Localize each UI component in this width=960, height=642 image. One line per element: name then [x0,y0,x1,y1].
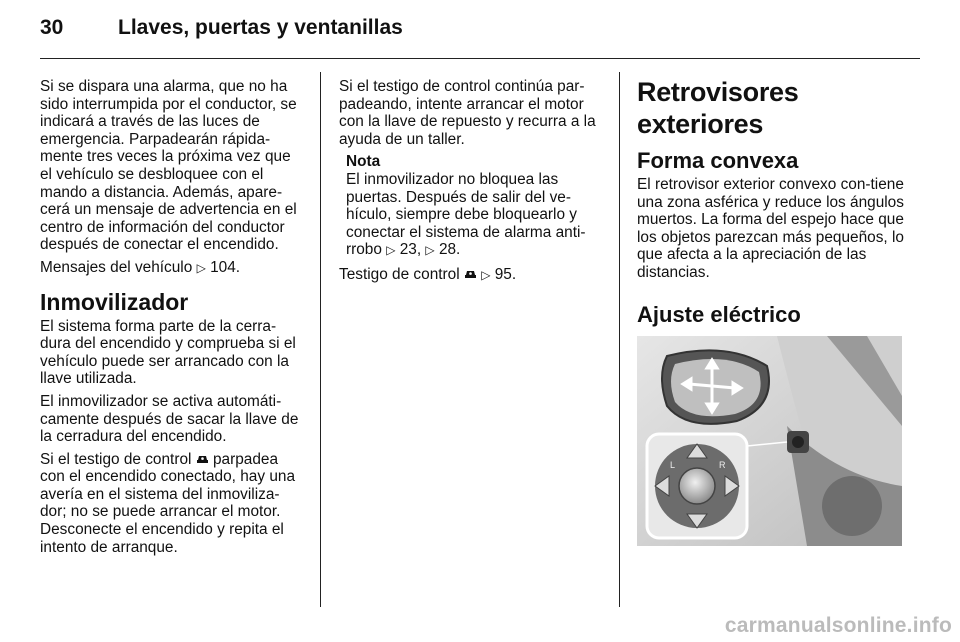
alarm-paragraph: Si se dispara una alarma, que no ha sido interrumpida por el conductor, se indicará a través de las luces de emergencia. Parpadearán rápida-mente tres veces la próxima vez que el vehículo se desbloquee con el mando a distancia. Además, apare-cerá un mensaje de advertencia en el centro de información del conductor después de conectar el encendido. [40,78,297,254]
column-1 [40,78,306,561]
column-2 [339,78,605,290]
immobilizer-paragraph-1: El sistema forma parte de la cerra-dura del encendido y comprueba si el vehículo puede ser arrancado con la llave utilizada. [40,317,296,388]
page-link-104[interactable]: 104. [210,258,241,276]
column-divider-1 [320,72,321,607]
column-divider-2 [619,72,620,607]
control-light-reference: Testigo de control ▷ 95. [339,265,517,283]
note-text: El inmovilizador no bloquea las puertas. Después de salir del ve-hículo, siempre debe bloquearlo y conectar el sistema de alarma anti-rrobo ▷ 23, ▷ 28. [346,170,586,259]
page-link-95[interactable]: 95. [494,265,517,283]
page-number: 30 [40,16,64,39]
blinking-paragraph: Si el testigo de control continúa par-padeando, intente arrancar el motor con la llave de repuesto y recurra a la ayuda de un taller. [339,78,596,148]
page-link-28[interactable]: 28. [438,241,461,259]
ref-arrow-icon: ▷ [386,243,396,258]
svg-text:L: L [670,459,676,470]
mirror-adjustment-figure [637,336,902,546]
note-box [339,153,605,260]
subheading-electric-adjust: Ajuste eléctrico [637,301,801,327]
svg-text:R: R [719,459,726,470]
immobilizer-paragraph-2: El inmovilizador se activa automáti-camente después de sacar la llave de la cerradura del encendido. [40,392,299,446]
convex-paragraph: El retrovisor exterior convexo con-tiene una zona asférica y reduce los ángulos muertos. La forma del espejo hace que los objetos parezcan más pequeños, lo que afecta a la apreciación de las distancias. [637,176,904,281]
page-link-23[interactable]: 23, [399,241,422,259]
column-3 [637,76,907,546]
ref-arrow-icon: ▷ [481,267,491,282]
subheading-convex: Forma convexa [637,148,799,173]
car-key-icon [196,453,209,465]
watermark: carmanualsonline.info [724,614,952,637]
note-title: Nota [346,153,381,171]
section-heading-immobilizer: Inmovilizador [40,288,189,315]
ref-arrow-icon: ▷ [196,260,206,275]
section-title-mirrors: Retrovisores exteriores [637,77,799,139]
vehicle-messages-reference: Mensajes del vehículo ▷ 104. [40,258,241,276]
page-header [40,16,920,46]
immobilizer-paragraph-3: Si el testigo de control parpadea con el encendido conectado, hay una avería en el sistema del inmoviliza-dor; no se puede arrancar el motor. Desconecte el encendido y repita el intento de arranque. [40,450,295,556]
chapter-title: Llaves, puertas y ventanillas [118,16,403,39]
car-key-icon [464,268,477,280]
header-rule [40,58,920,59]
ref-arrow-icon: ▷ [425,243,435,258]
